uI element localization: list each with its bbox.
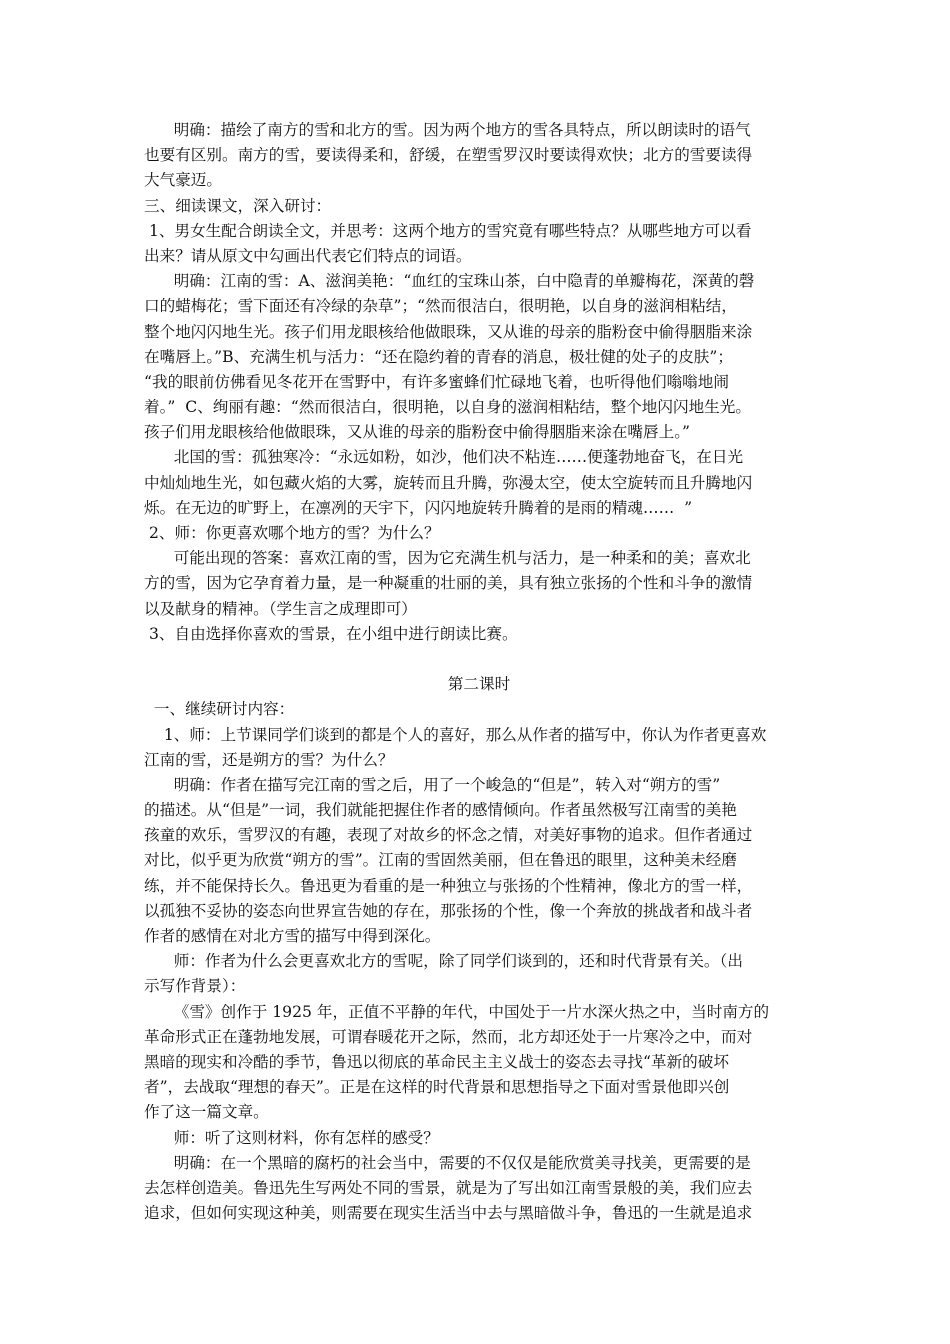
text-line: 孩童的欢乐，雪罗汉的有趣，表现了对故乡的怀念之情，对美好事物的追求。但作者通过 [144,826,753,845]
document-page [144,118,814,1226]
text-line: 者”，去战取“理想的春天”。正是在这样的时代背景和思想指导之下面对雪景他即兴创 [144,1078,730,1097]
text-line: 北国的雪：孤独寒冷：“永远如粉，如沙，他们决不粘连……便蓬勃地奋飞，在日光 [144,448,744,467]
section-title: 第二课时 [447,675,511,694]
text-line: 追求，但如何实现这种美，则需要在现实生活当中去与黑暗做斗争，鲁迅的一生就是追求 [144,1204,753,1223]
text-line: 的描述。从“但是”一词，我们就能把握住作者的感情倾向。作者虽然极写江南雪的美艳 [144,801,737,820]
text-line: 着。” C、绚丽有趣：“然而很洁白，很明艳，以自身的滋润相粘结，整个地闪闪地生光。 [144,398,751,417]
text-line: 出来？请从原文中勾画出代表它们特点的词语。 [144,246,472,265]
text-line: 方的雪，因为它孕育着力量，是一种凝重的壮丽的美，具有独立张扬的个性和斗争的激情 [144,574,753,593]
text-line: 对比，似乎更为欣赏“朔方的雪”。江南的雪固然美丽，但在鲁迅的眼里，这种美未经磨 [144,851,737,870]
text-line: 练，并不能保持长久。鲁迅更为看重的是一种独立与张扬的个性精神，像北方的雪一样， [144,876,753,895]
text-line: 以孤独不妥协的姿态向世界宣告她的存在，那张扬的个性，像一个奔放的挑战者和战斗者 [144,901,753,920]
text-line: 江南的雪，还是朔方的雪？为什么？ [144,750,394,769]
text-line: 作者的感情在对北方雪的描写中得到深化。 [144,927,441,945]
text-line: 1、师：上节课同学们谈到的都是个人的喜好，那么从作者的描写中，你认为作者更喜欢 [144,725,767,744]
text-line: 明确：描绘了南方的雪和北方的雪。因为两个地方的雪各具特点，所以朗读时的语气 [144,121,751,139]
text-line: 去怎样创造美。鲁迅先生写两处不同的雪景，就是为了写出如江南雪景般的美，我们应去 [144,1178,753,1197]
text-line: 1、男女生配合朗读全文，并思考：这两个地方的雪究竟有哪些特点？从哪些地方可以看 [144,221,752,240]
text-line: 孩子们用龙眼核给他做眼珠，又从谁的母亲的脂粉奁中偷得胭脂来涂在嘴唇上。” [144,423,690,442]
text-line: 2、师：你更喜欢哪个地方的雪？为什么？ [144,524,440,542]
text-line: 也要有区别。南方的雪，要读得柔和，舒缓，在塑雪罗汉时要读得欢快；北方的雪要读得 [144,146,753,165]
text-line: 明确：在一个黑暗的腐朽的社会当中，需要的不仅仅是能欣赏美寻找美，更需要的是 [144,1153,751,1172]
text-line: 师：听了这则材料，你有怎样的感受？ [144,1128,439,1147]
text-line: 以及献身的精神。（学生言之成理即可） [144,599,417,618]
text-line: 一、继续研讨内容： [144,700,295,719]
text-block-lesson-one [144,118,814,647]
text-line: 在嘴唇上。”B、充满生机与活力：“还在隐约着的青春的消息，极壮健的处子的皮肤”； [144,347,733,366]
text-line: 大气豪迈。 [144,171,222,190]
text-line: 《雪》创作于 1925 年，正值不平静的年代，中国处于一片水深火热之中，当时南方的 [144,1002,770,1021]
text-line: 黑暗的现实和冷酷的季节，鲁迅以彻底的革命民主主义战士的姿态去寻找“革新的破坏 [144,1052,729,1071]
text-line: 口的蜡梅花；雪下面还有冷绿的杂草”；“然而很洁白，很明艳，以自身的滋润相粘结， [144,297,737,316]
text-block-lesson-two [144,697,814,1226]
text-line: 明确：作者在描写完江南的雪之后，用了一个峻急的“但是”，转入对“朔方的雪” [144,775,721,794]
text-line: 师：作者为什么会更喜欢北方的雪呢，除了同学们谈到的，还和时代背景有关。（出 [144,952,743,971]
text-line: 明确：江南的雪：A、滋润美艳：“血红的宝珠山茶，白中隐青的单瓣梅花，深黄的磬 [144,272,755,291]
text-line: 作了这一篇文章。 [144,1103,269,1122]
text-line: 示写作背景）： [144,977,246,996]
text-line: 中灿灿地生光，如包藏火焰的大雾，旋转而且升腾，弥漫太空，使太空旋转而且升腾地闪 [144,473,753,492]
text-line: 整个地闪闪地生光。孩子们用龙眼核给他做眼珠，又从谁的母亲的脂粉奁中偷得胭脂来涂 [144,322,753,341]
text-line: “我的眼前仿佛看见冬花开在雪野中，有许多蜜蜂们忙碌地飞着，也听得他们嗡嗡地闹 [144,372,729,391]
text-line: 3、自由选择你喜欢的雪景，在小组中进行朗读比赛。 [144,624,518,643]
text-line: 三、细读课文，深入研讨： [144,196,332,215]
text-line: 革命形式正在蓬勃地发展，可谓春暖花开之际，然而，北方却还处于一片寒冷之中，而对 [144,1027,753,1046]
text-line: 烁。在无边的旷野上，在凛冽的天宇下，闪闪地旋转升腾着的是雨的精魂…… ” [144,498,693,517]
blank-line [144,647,814,672]
text-line: 可能出现的答案：喜欢江南的雪，因为它充满生机与活力，是一种柔和的美；喜欢北 [144,549,751,568]
